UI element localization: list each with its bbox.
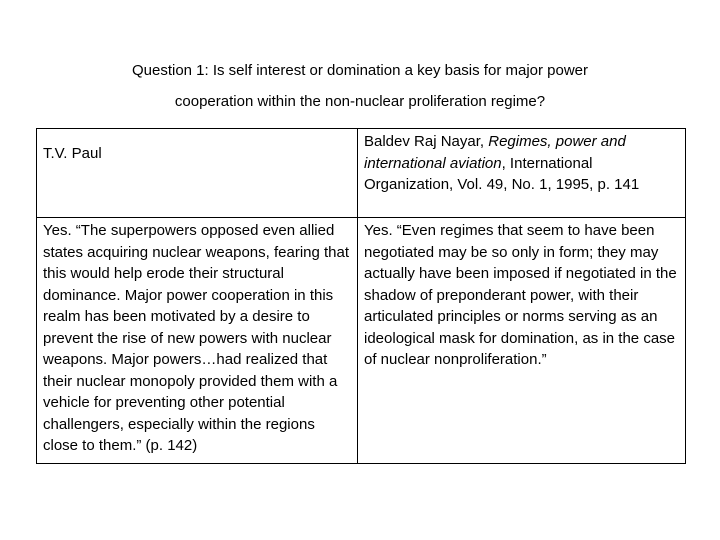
table-header-row: [37, 129, 686, 218]
table-body-row: [37, 218, 686, 464]
right-header-title: Regimes, power and international aviation: [364, 133, 626, 172]
question-line-2: cooperation within the non-nuclear proliferation regime?: [174, 93, 546, 110]
left-body-cell: Yes. “The superpowers opposed even allied states acquiring nuclear weapons, fearing that this would help erode their structural dominance. Major power cooperation in this realm has been motivated by a desire to prevent the rise of new powers with nuclear weapons. Major powers…had realized that their nuclear monopoly provided them with a vehicle for preventing other potential challengers, especially within the regions close to them.” (p. 142): [37, 218, 358, 464]
right-body-cell: Yes. “Even regimes that seem to have been negotiated may be so only in form; they may actually have been imposed if negotiated in the shadow of preponderant power, with their articulated principles or norms serving as an ideological mask for domination, as in the case of nuclear nonproliferation.”: [358, 218, 686, 464]
question-heading: [0, 55, 720, 117]
right-header-source: , International Organization, Vol. 49, No. 1, 1995, p. 141: [364, 154, 640, 193]
left-header-author: T.V. Paul: [43, 145, 102, 162]
comparison-table: [36, 128, 686, 464]
left-header-cell: [37, 129, 358, 218]
right-header-cell: [358, 129, 686, 218]
question-line-1: Question 1: Is self interest or domination a key basis for major power: [131, 62, 589, 79]
right-header-author: Baldev Raj Nayar,: [364, 133, 489, 150]
